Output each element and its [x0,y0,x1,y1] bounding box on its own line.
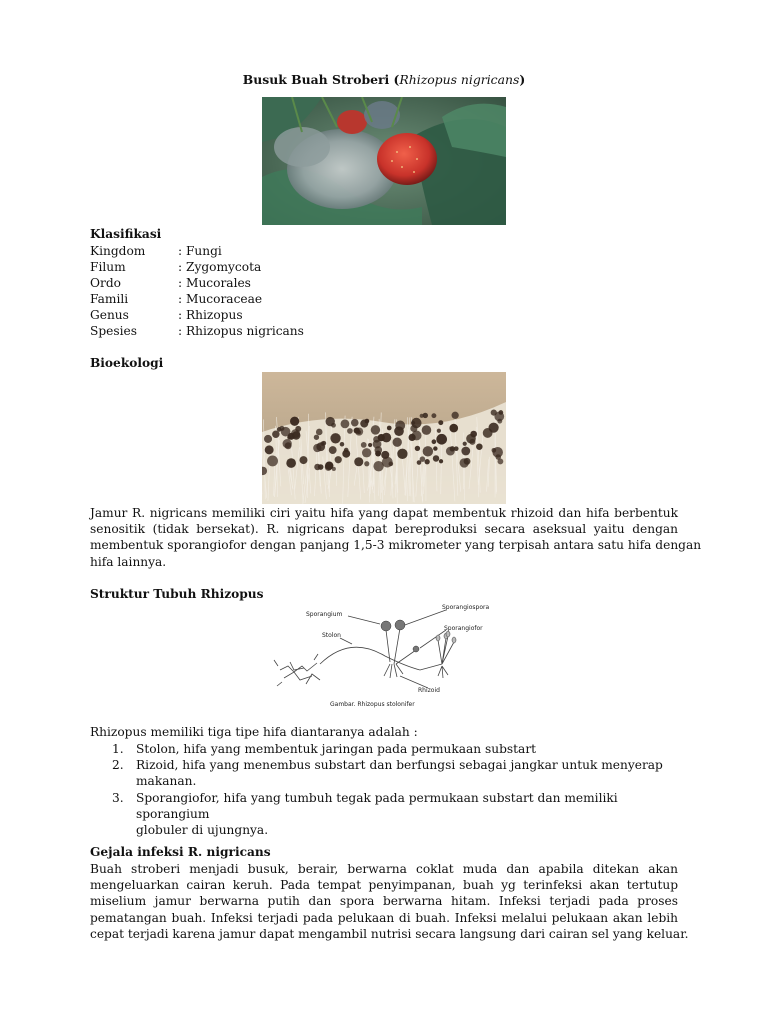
hifa-list [90,741,690,838]
klasifikasi-row [90,323,490,339]
klasifikasi-value: : Mucorales [178,276,251,290]
paragraph-line: pematangan buah. Infeksi terjadi pada pelukaan di buah. Infeksi melalui pelukaan akan lebih [90,910,678,925]
list-number: 3. [112,790,124,805]
label-rhizoid: Rhizoid [418,687,440,694]
klasifikasi-row [90,275,490,291]
paragraph-line: Buah stroberi menjadi busuk, berair, berwarna coklat muda dan apabila ditekan akan [90,862,678,876]
list-item-text: globuler di ujungnya. [136,823,269,838]
paragraph-line: cepat terjadi karena jamur dapat mengambil nutrisi secara langsung dari cairan sel yang keluar. [90,926,689,941]
list-item [90,741,690,757]
klasifikasi-row [90,243,490,259]
list-item-text: Sporangiofor, hifa yang tumbuh tegak pada permukaan substart dan memiliki sporangium [136,790,618,821]
klasifikasi-key: Spesies [90,324,137,338]
bioekologi-heading: Bioekologi [90,356,164,370]
list-item [90,757,690,789]
klasifikasi-value: : Zygomycota [178,260,262,274]
figure-caption: Gambar. Rhizopus stolonifer [330,701,415,708]
paragraph-line: Jamur R. nigricans memiliki ciri yaitu hifa yang dapat membentuk rhizoid dan hifa berbentuk [90,506,678,520]
klasifikasi-key: Genus [90,308,129,322]
bioekologi-paragraph [90,505,702,570]
list-item-text: makanan. [136,774,197,789]
klasifikasi-value: : Rhizopus nigricans [178,324,304,338]
paragraph-line: hifa lainnya. [90,554,167,569]
klasifikasi-key: Filum [90,260,126,274]
klasifikasi-row [90,307,490,323]
gejala-heading: Gejala infeksi R. nigricans [90,845,271,859]
list-number: 1. [112,742,124,756]
klasifikasi-heading: Klasifikasi [90,227,162,241]
label-sporangium: Sporangium [306,611,343,618]
klasifikasi-key: Famili [90,292,129,306]
paragraph-line: miselium jamur berwarna putih dan spora berwarna hitam. Infeksi terjadi pada proses [90,894,678,909]
list-number: 2. [112,758,124,773]
label-sporangiofor: Sporangiofor [444,625,483,632]
list-item-text: Rizoid, hifa yang menembus substart dan berfungsi sebagai jangkar untuk menyerap [136,758,663,773]
paragraph-line: mengeluarkan cairan keruh. Pada tempat penyimpanan, buah yg terinfeksi akan tertutup [90,878,678,893]
klasifikasi-key: Ordo [90,276,121,290]
mold-culture-photo [262,372,506,504]
struktur-intro: Rhizopus memiliki tiga tipe hifa diantaranya adalah : [90,725,418,739]
klasifikasi-row [90,259,490,275]
klasifikasi-value: : Fungi [178,244,222,258]
paragraph-line: senositik (tidak bersekat). R. nigricans dapat bereproduksi secara aseksual yaitu dengan [90,522,678,537]
list-item [90,790,690,839]
klasifikasi-value: : Rhizopus [178,308,243,322]
page-title: Busuk Buah Stroberi (Rhizopus nigricans) [242,72,526,87]
label-stolon: Stolon [322,632,341,639]
klasifikasi-row [90,291,490,307]
rhizopus-structure-diagram [270,600,502,718]
struktur-heading: Struktur Tubuh Rhizopus [90,587,264,601]
strawberry-rot-photo [262,97,506,225]
klasifikasi-key: Kingdom [90,244,146,258]
gejala-paragraph [90,861,689,942]
list-item-text: Stolon, hifa yang membentuk jaringan pada permukaan substart [136,742,537,756]
paragraph-line: membentuk sporangiofor dengan panjang 1,5-3 mikrometer yang terpisah antara satu hifa dengan [90,538,702,553]
klasifikasi-value: : Mucoraceae [178,292,263,306]
label-sporangiospora: Sporangiospora [442,604,490,611]
